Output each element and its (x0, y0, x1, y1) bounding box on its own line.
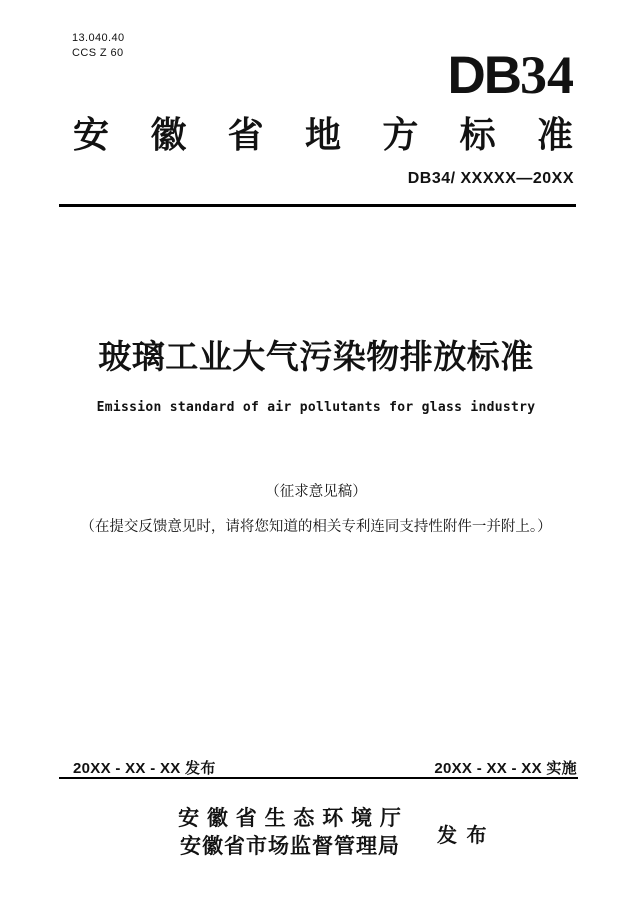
classification-codes (72, 31, 125, 61)
date-row (73, 759, 577, 778)
patent-feedback-note: （在提交反馈意见时，请将您知道的相关专利连同支持性附件一并附上。） (80, 519, 552, 535)
db34-logo (447, 45, 574, 114)
ics-code: 13.040.40 (72, 32, 125, 44)
top-divider-rule (59, 204, 576, 207)
db34-logo-number: 34 (520, 45, 574, 105)
issuer-block (170, 805, 410, 861)
standard-title-en: Emission standard of air pollutants for glass industry (96, 400, 536, 415)
db34-logo-prefix: DB (447, 46, 520, 105)
banner-char: 准 (536, 114, 573, 155)
banner-char: 地 (304, 114, 341, 155)
implementation-date: 20XX - XX - XX 实施 (434, 760, 577, 777)
release-date: 20XX - XX - XX 发布 (73, 760, 216, 777)
standard-code: DB34/ XXXXX—20XX (407, 170, 574, 187)
banner-char: 徽 (150, 114, 187, 155)
draft-stage-note: （征求意见稿） (265, 484, 367, 500)
banner-char: 方 (382, 114, 419, 155)
ccs-code: CCS Z 60 (72, 47, 124, 59)
banner-char: 标 (459, 114, 496, 155)
banner-char: 省 (227, 114, 264, 155)
standard-title-cn: 玻璃工业大气污染物排放标准 (98, 338, 534, 375)
publish-label: 发 布 (437, 825, 489, 847)
bottom-divider-rule (59, 777, 578, 779)
issuer-line-1: 安 徽 省 生 态 环 境 厅 (178, 807, 402, 830)
banner-char: 安 (73, 114, 110, 155)
issuer-line-2: 安徽省市场监督管理局 (180, 835, 400, 858)
standard-type-banner (73, 113, 573, 157)
